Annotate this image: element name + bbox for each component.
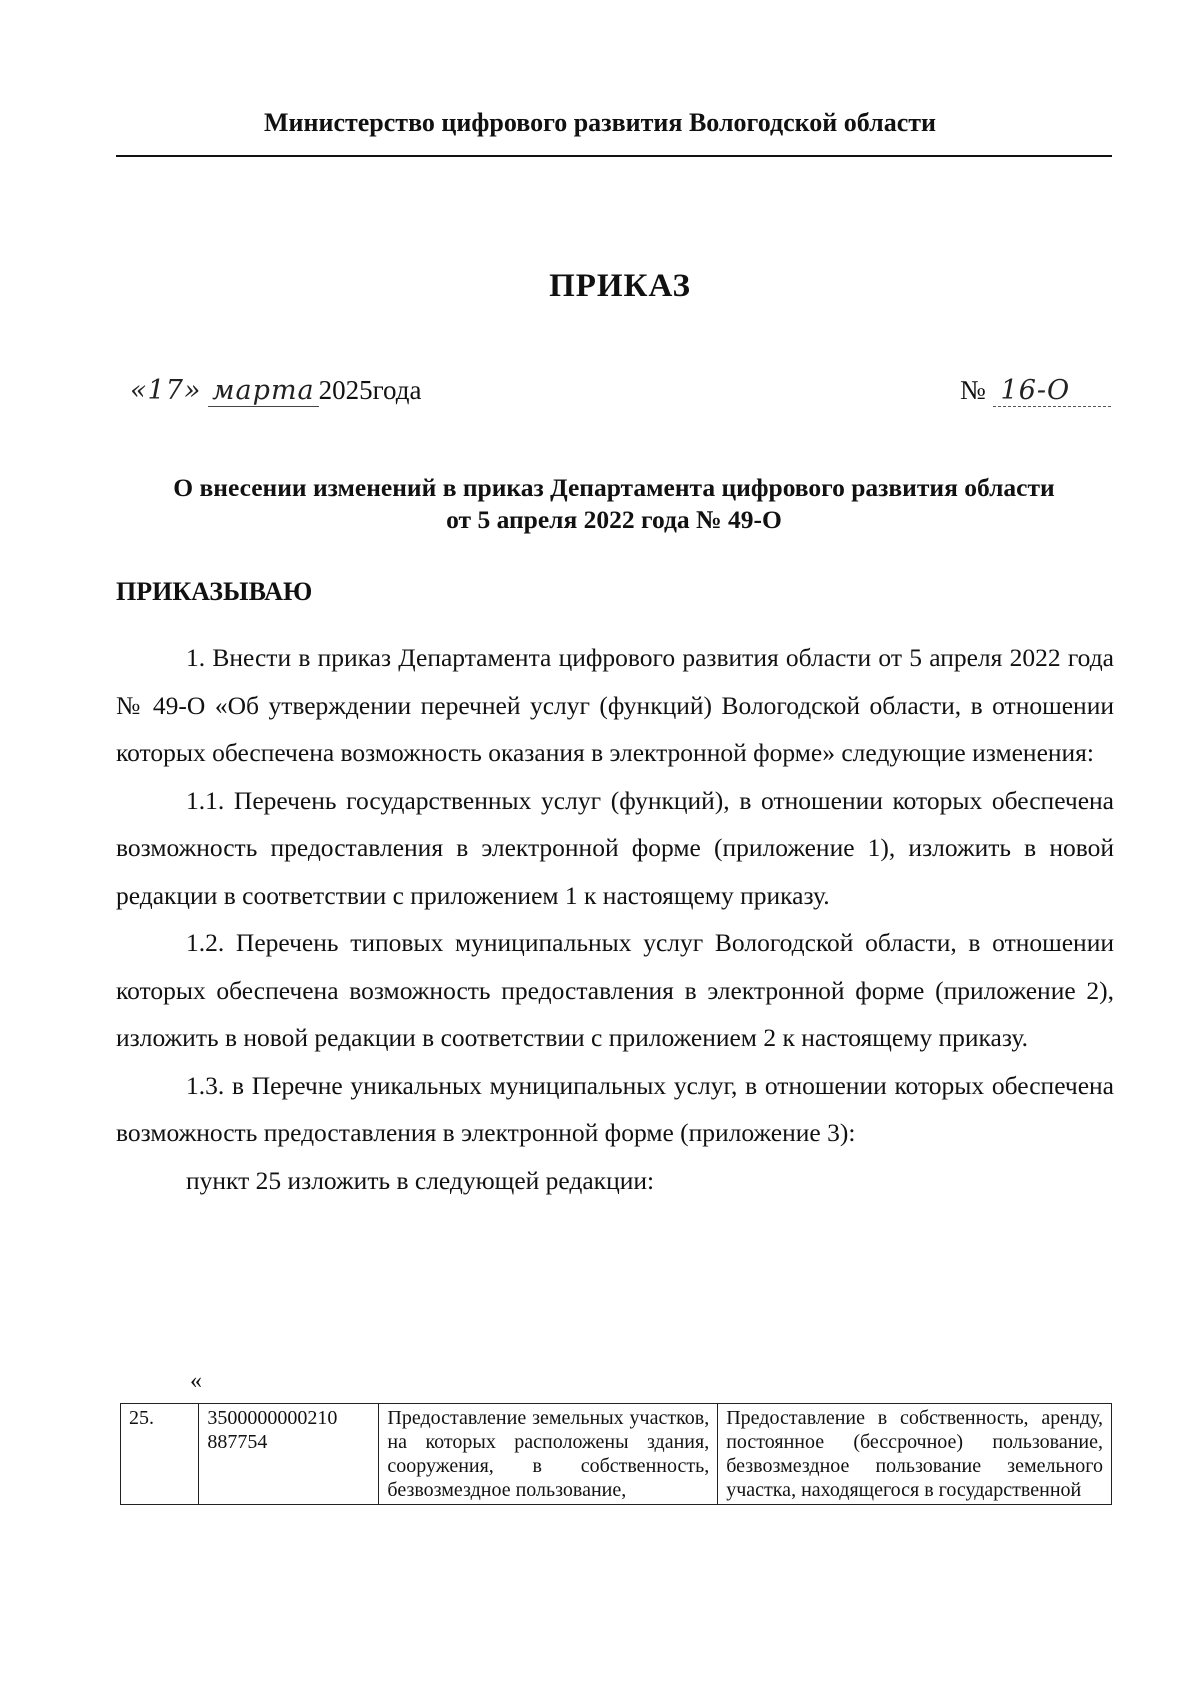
row-code (199, 1404, 379, 1505)
number-value: 16-О (993, 375, 1111, 407)
row-service-description: Предоставление в собственность, аренду, постоянное (бессрочное) пользование, безвозмездное пользование земельного участка, находящегося в государственной (718, 1404, 1112, 1505)
document-number (960, 375, 1111, 407)
row-number: 25. (121, 1404, 199, 1505)
paragraph-1-3: 1.3. в Перечне уникальных муниципальных услуг, в отношении которых обеспечена возможность предоставления в электронной форме (приложение 3): (116, 1070, 1114, 1147)
table-row (121, 1404, 1112, 1505)
quote-open: « (190, 1368, 202, 1394)
organization-header: Министерство цифрового развития Вологодской области (263, 108, 937, 137)
document-type: ПРИКАЗ (549, 268, 691, 304)
services-table (120, 1403, 1112, 1505)
date-month: марта (208, 375, 318, 407)
date-year: 2025 (318, 375, 373, 405)
date-suffix: года (372, 375, 422, 405)
order-word: ПРИКАЗЫВАЮ (116, 577, 313, 606)
title-line-1: О внесении изменений в приказ Департамента цифрового развития области (173, 473, 1055, 502)
paragraph-1-2: 1.2. Перечень типовых муниципальных услуг Вологодской области, в отношении которых обеспечена возможность предоставления в электронной форме (приложение 2), изложить в новой редакции в соответствии с приложением 2 к настоящему приказу. (116, 928, 1114, 1052)
code-line-2: 887754 (207, 1431, 268, 1453)
header-divider (116, 155, 1112, 157)
paragraph-1-1: 1.1. Перечень государственных услуг (функций), в отношении которых обеспечена возможность предоставления в электронной форме (приложение 1), изложить в новой редакции в соответствии с приложением 1 к настоящему приказу. (116, 785, 1114, 910)
title-line-2: от 5 апреля 2022 года № 49-О (446, 505, 782, 534)
code-line-1: 3500000000210 (207, 1407, 338, 1429)
paragraph-1: 1. Внести в приказ Департамента цифрового развития области от 5 апреля 2022 года № 49-О «Об утверждении перечней услуг (функций) Вологодской области, в отношении которых обеспечена возможность оказания в электронной форме» следующие изменения: (116, 643, 1114, 767)
row-service-name: Предоставление земельных участков, на которых расположены здания, сооружения, в собственность, безвозмездное пользование, (379, 1404, 718, 1505)
document-date (130, 375, 422, 407)
date-prefix: « (130, 375, 148, 406)
date-middle: » (183, 375, 202, 406)
date-day: 17 (147, 375, 184, 406)
document-title (116, 472, 1112, 536)
document-body (116, 634, 1114, 1204)
number-label: № (960, 375, 986, 405)
paragraph-item-25: пункт 25 изложить в следующей редакции: (186, 1165, 655, 1195)
